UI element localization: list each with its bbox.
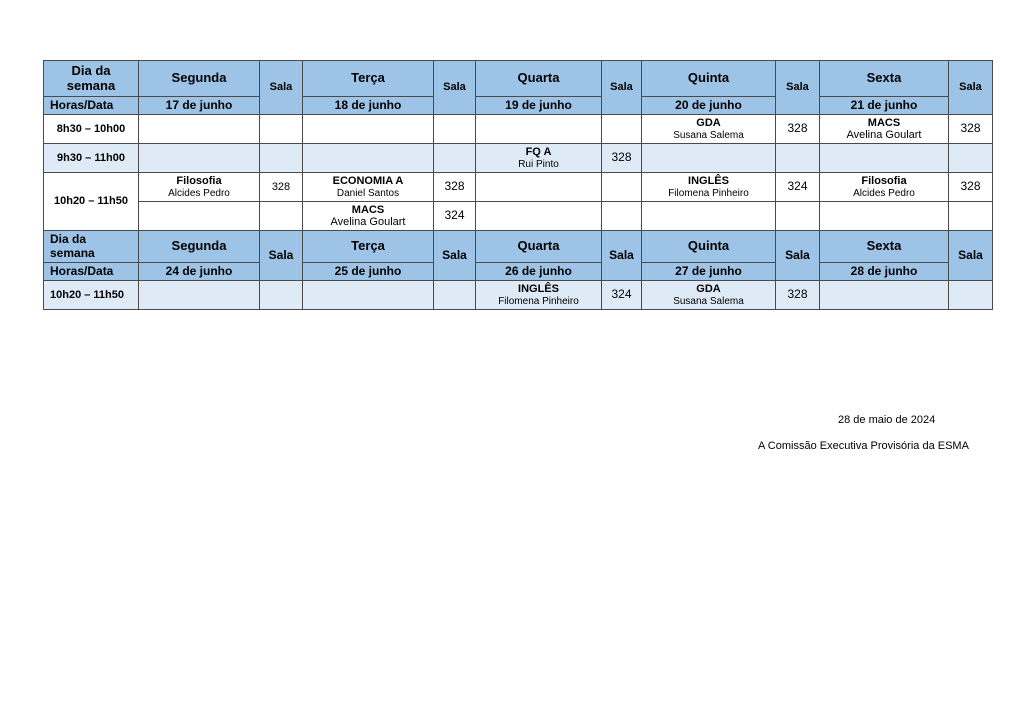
sala-header: Sala bbox=[434, 231, 476, 281]
empty-cell bbox=[260, 202, 303, 231]
teacher: Filomena Pinheiro bbox=[498, 295, 579, 307]
subject: MACS bbox=[867, 116, 901, 129]
table-row bbox=[44, 115, 993, 144]
exam-cell bbox=[642, 115, 776, 144]
sala-header: Sala bbox=[602, 231, 642, 281]
room-cell: 328 bbox=[434, 173, 476, 202]
sala-header: Sala bbox=[260, 231, 303, 281]
exam-cell bbox=[139, 173, 260, 202]
empty-cell bbox=[476, 115, 602, 144]
day-header-quinta: Quinta bbox=[642, 231, 776, 263]
subject: INGLÊS bbox=[688, 175, 729, 188]
date-quinta: 27 de junho bbox=[642, 263, 776, 281]
dia-da-semana-header bbox=[44, 61, 139, 97]
day-header-sexta: Sexta bbox=[820, 231, 949, 263]
day-header-quarta: Quarta bbox=[476, 61, 602, 97]
empty-cell bbox=[602, 202, 642, 231]
subject: GDA bbox=[696, 117, 721, 130]
room-cell: 324 bbox=[434, 202, 476, 231]
teacher: Susana Salema bbox=[673, 295, 744, 307]
exam-cell bbox=[820, 173, 949, 202]
time-slot: 9h30 – 11h00 bbox=[44, 144, 139, 173]
empty-cell bbox=[820, 144, 949, 173]
room-cell: 328 bbox=[949, 115, 993, 144]
date-segunda: 24 de junho bbox=[139, 263, 260, 281]
exam-cell bbox=[476, 144, 602, 173]
date-quarta: 19 de junho bbox=[476, 97, 602, 115]
empty-cell bbox=[476, 173, 602, 202]
empty-cell bbox=[434, 144, 476, 173]
empty-cell bbox=[602, 173, 642, 202]
sala-header: Sala bbox=[776, 61, 820, 115]
exam-cell bbox=[303, 173, 434, 202]
footer-date: 28 de maio de 2024 bbox=[838, 414, 936, 426]
day-header-quarta: Quarta bbox=[476, 231, 602, 263]
teacher: Avelina Goulart bbox=[846, 129, 922, 141]
day-header-sexta: Sexta bbox=[820, 61, 949, 97]
week1-date-row bbox=[44, 97, 993, 115]
exam-cell bbox=[820, 115, 949, 144]
day-header-quinta: Quinta bbox=[642, 61, 776, 97]
empty-cell bbox=[260, 115, 303, 144]
empty-cell bbox=[139, 281, 260, 310]
date-sexta: 21 de junho bbox=[820, 97, 949, 115]
empty-cell bbox=[260, 281, 303, 310]
day-header-segunda: Segunda bbox=[139, 61, 260, 97]
exam-cell bbox=[303, 202, 434, 231]
teacher: Susana Salema bbox=[673, 129, 744, 141]
empty-cell bbox=[139, 144, 260, 173]
empty-cell bbox=[139, 115, 260, 144]
room-cell: 328 bbox=[776, 281, 820, 310]
day-header-terca: Terça bbox=[303, 231, 434, 263]
week1-header-row bbox=[44, 61, 993, 97]
sala-header: Sala bbox=[949, 61, 993, 115]
empty-cell bbox=[434, 281, 476, 310]
exam-cell bbox=[642, 281, 776, 310]
sala-header: Sala bbox=[949, 231, 993, 281]
time-slot: 10h20 – 11h50 bbox=[44, 173, 139, 231]
date-segunda: 17 de junho bbox=[139, 97, 260, 115]
horas-data-label: Horas/Data bbox=[44, 97, 139, 115]
empty-cell bbox=[949, 281, 993, 310]
empty-cell bbox=[434, 115, 476, 144]
exam-schedule-table bbox=[43, 60, 993, 310]
teacher: Avelina Goulart bbox=[330, 216, 406, 228]
empty-cell bbox=[476, 202, 602, 231]
empty-cell bbox=[139, 202, 260, 231]
subject: Filosofia bbox=[861, 175, 907, 188]
table-row bbox=[44, 173, 993, 202]
day-header-terca: Terça bbox=[303, 61, 434, 97]
date-terca: 18 de junho bbox=[303, 97, 434, 115]
empty-cell bbox=[602, 115, 642, 144]
room-cell: 324 bbox=[776, 173, 820, 202]
time-slot: 8h30 – 10h00 bbox=[44, 115, 139, 144]
empty-cell bbox=[820, 281, 949, 310]
semana-label: semana bbox=[50, 245, 95, 260]
exam-cell bbox=[642, 173, 776, 202]
room-cell: 328 bbox=[776, 115, 820, 144]
table-row bbox=[44, 144, 993, 173]
subject: GDA bbox=[696, 283, 721, 296]
subject: FQ A bbox=[525, 146, 552, 159]
room-cell: 328 bbox=[260, 173, 303, 202]
horas-data-label: Horas/Data bbox=[44, 263, 139, 281]
week2-date-row bbox=[44, 263, 993, 281]
date-quinta: 20 de junho bbox=[642, 97, 776, 115]
empty-cell bbox=[642, 144, 776, 173]
empty-cell bbox=[303, 115, 434, 144]
time-slot: 10h20 – 11h50 bbox=[44, 281, 139, 310]
room-cell: 328 bbox=[602, 144, 642, 173]
dia-da-label: Dia da bbox=[50, 232, 87, 247]
empty-cell bbox=[303, 144, 434, 173]
empty-cell bbox=[820, 202, 949, 231]
footer-signature: A Comissão Executiva Provisória da ESMA bbox=[758, 440, 969, 452]
empty-cell bbox=[260, 144, 303, 173]
subject: Filosofia bbox=[176, 175, 222, 188]
teacher: Daniel Santos bbox=[336, 187, 400, 199]
empty-cell bbox=[303, 281, 434, 310]
subject: ECONOMIA A bbox=[332, 175, 404, 188]
teacher: Alcides Pedro bbox=[168, 187, 230, 199]
table-row bbox=[44, 281, 993, 310]
subject: MACS bbox=[351, 203, 385, 216]
dia-da-label: Dia da bbox=[71, 63, 111, 79]
empty-cell bbox=[776, 202, 820, 231]
sala-header: Sala bbox=[776, 231, 820, 281]
empty-cell bbox=[776, 144, 820, 173]
teacher: Alcides Pedro bbox=[853, 187, 915, 199]
subject: INGLÊS bbox=[518, 283, 559, 296]
date-terca: 25 de junho bbox=[303, 263, 434, 281]
day-header-segunda: Segunda bbox=[139, 231, 260, 263]
empty-cell bbox=[949, 202, 993, 231]
table-row bbox=[44, 202, 993, 231]
teacher: Rui Pinto bbox=[518, 158, 559, 170]
empty-cell bbox=[949, 144, 993, 173]
empty-cell bbox=[642, 202, 776, 231]
semana-label: semana bbox=[66, 77, 116, 93]
teacher: Filomena Pinheiro bbox=[668, 187, 749, 199]
room-cell: 324 bbox=[602, 281, 642, 310]
date-quarta: 26 de junho bbox=[476, 263, 602, 281]
sala-header: Sala bbox=[602, 61, 642, 115]
week2-header-row bbox=[44, 231, 993, 263]
sala-header: Sala bbox=[260, 61, 303, 115]
room-cell: 328 bbox=[949, 173, 993, 202]
exam-cell bbox=[476, 281, 602, 310]
sala-header: Sala bbox=[434, 61, 476, 115]
dia-da-semana-header bbox=[44, 231, 139, 263]
date-sexta: 28 de junho bbox=[820, 263, 949, 281]
